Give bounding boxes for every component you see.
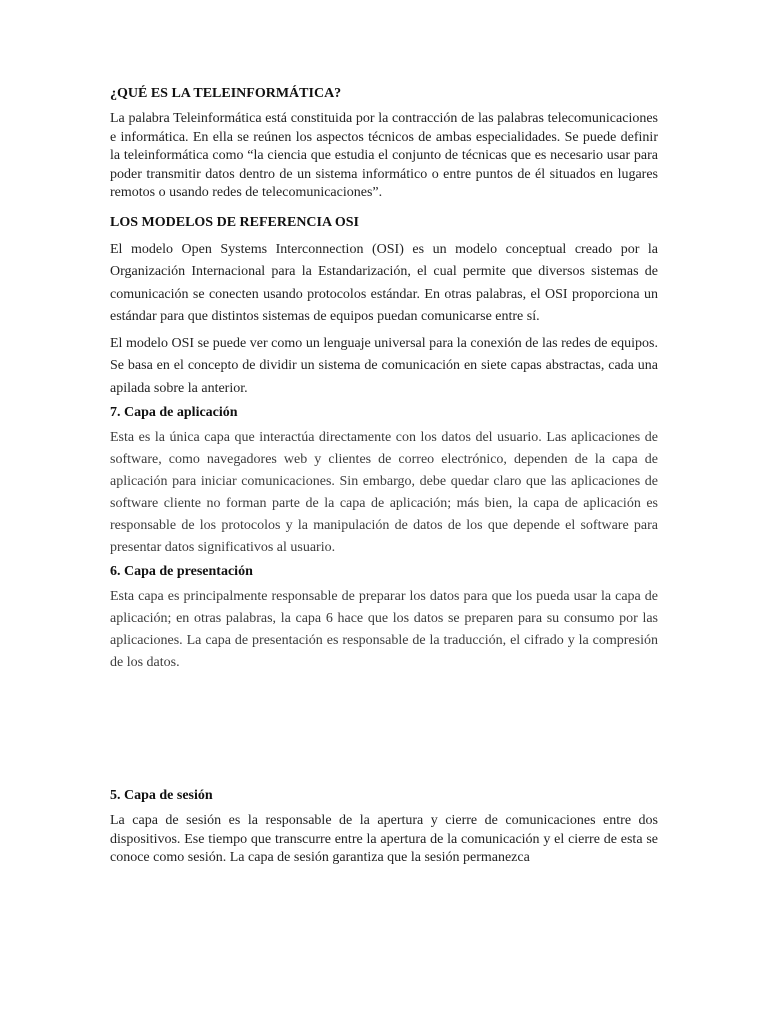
page-title: ¿QUÉ ES LA TELEINFORMÁTICA? (110, 86, 342, 101)
layer-text-application: Esta es la única capa que interactúa directamente con los datos del usuario. Las aplicaciones de software, como navegadores web y clientes de correo electrónico, dependen de la capa de aplicación para iniciar comunicaciones. Sin embargo, debe quedar claro que las aplicaciones de software cliente no forman parte de la capa de aplicación; más bien, la capa de aplicación es responsable de los protocolos y la manipulación de datos de los que depende el software para presentar datos significativos al usuario. (110, 430, 658, 555)
layer-heading-presentation: 6. Capa de presentación (110, 564, 253, 579)
osi-paragraph-1: El modelo Open Systems Interconnection (OSI) es un modelo conceptual creado por la Organización Internacional para la Estandarización, el cual permite que diversos sistemas de comunicación se conecten usando protocolos estándar. En otras palabras, el OSI proporciona un estándar para que distintos sistemas de equipos puedan comunicarse entre sí. (110, 241, 658, 324)
layer-text-session: La capa de sesión es la responsable de la apertura y cierre de comunicaciones entre dos dispositivos. Ese tiempo que transcurre entre la apertura de la comunicación y el cierre de esta se conoce como sesión. La capa de sesión garantiza que la sesión permanezca (110, 813, 658, 865)
layer-heading-session: 5. Capa de sesión (110, 788, 213, 803)
layer-text-presentation: Esta capa es principalmente responsable de preparar los datos para que los pueda usar la capa de aplicación; en otras palabras, la capa 6 hace que los datos se preparen para su consumo por las aplicaciones. La capa de presentación es responsable de la traducción, el cifrado y la compresión de los datos. (110, 589, 658, 670)
intro-paragraph: La palabra Teleinformática está constituida por la contracción de las palabras telecomunicaciones e informática. En ella se reúnen los aspectos técnicos de ambas especialidades. Se puede definir la teleinformática como “la ciencia que estudia el conjunto de técnicas que es necesario usar para poder transmitir datos dentro de un sistema informático o entre puntos de él situados en lugares remotos o usando redes de telecomunicaciones”. (110, 111, 658, 200)
layer-heading-application: 7. Capa de aplicación (110, 405, 238, 420)
osi-paragraph-2: El modelo OSI se puede ver como un lenguaje universal para la conexión de las redes de equipos. Se basa en el concepto de dividir un sistema de comunicación en siete capas abstractas, cada una apilada sobre la anterior. (110, 335, 658, 396)
document-body (110, 84, 658, 868)
section-heading-osi: LOS MODELOS DE REFERENCIA OSI (110, 214, 359, 230)
